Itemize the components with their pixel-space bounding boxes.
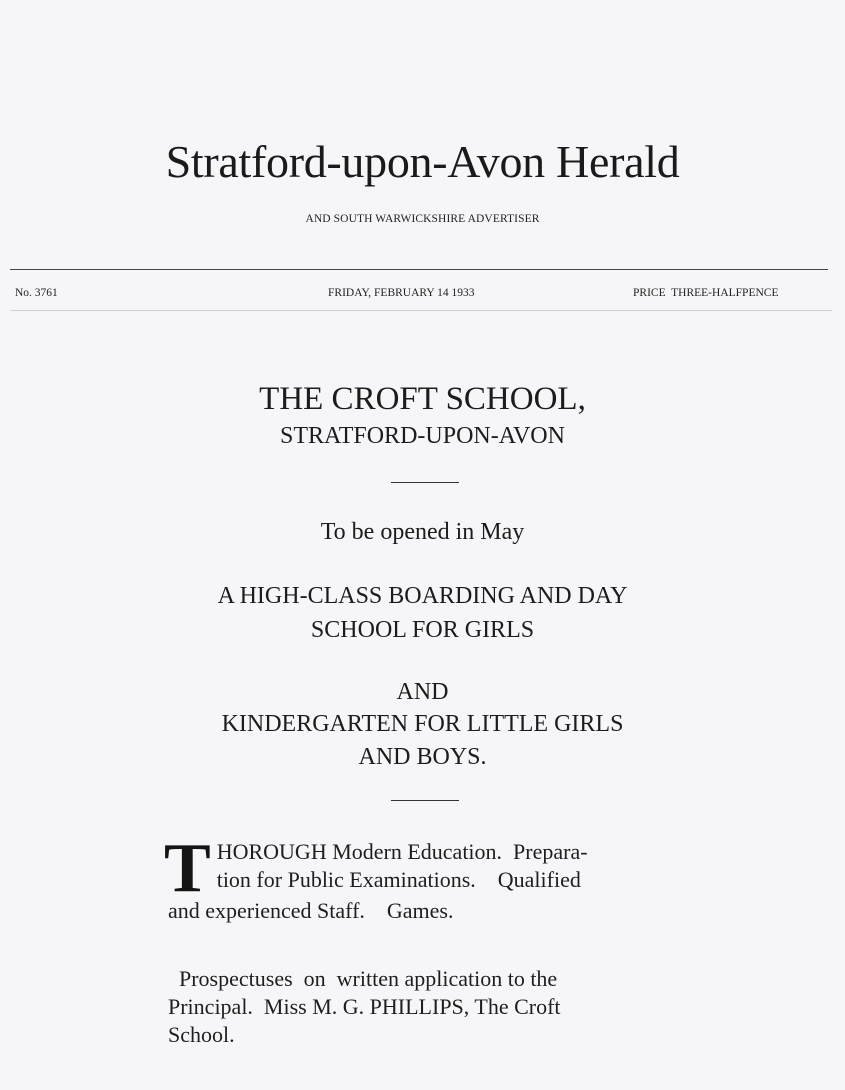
opening-notice: To be opened in May xyxy=(320,519,525,545)
contact-line: Principal. Miss M. G. PHILLIPS, The Croft xyxy=(168,994,561,1019)
masthead-rule-top xyxy=(10,269,828,270)
details-line: tion for Public Examinations. Qualified xyxy=(216,867,581,892)
kindergarten-line: KINDERGARTEN FOR LITTLE GIRLS xyxy=(221,711,624,737)
description-line: A HIGH-CLASS BOARDING AND DAY xyxy=(217,583,628,609)
masthead-title: Stratford-upon-Avon Herald xyxy=(165,136,680,187)
section-divider xyxy=(391,800,459,801)
description-line: SCHOOL FOR GIRLS xyxy=(310,617,535,643)
conjunction-line: AND xyxy=(396,679,449,705)
contact-line: Prospectuses on written application to the xyxy=(168,966,558,991)
drop-cap: T xyxy=(164,830,211,907)
masthead-subtitle: AND SOUTH WARWICKSHIRE ADVERTISER xyxy=(305,213,540,225)
advert-heading: THE CROFT SCHOOL, xyxy=(259,381,586,417)
issue-price: PRICE THREE-HALFPENCE xyxy=(633,287,779,299)
issue-date: FRIDAY, FEBRUARY 14 1933 xyxy=(328,287,475,299)
section-divider xyxy=(391,482,459,483)
details-line: and experienced Staff. Games. xyxy=(168,898,454,923)
contact-paragraph xyxy=(168,965,668,1049)
contact-line: School. xyxy=(168,1022,235,1047)
masthead-rule-bottom xyxy=(10,310,832,311)
advert-location: STRATFORD-UPON-AVON xyxy=(280,423,565,449)
details-paragraph xyxy=(164,830,668,925)
issue-number: No. 3761 xyxy=(15,287,58,299)
details-line: HOROUGH Modern Education. Prepara- xyxy=(216,839,588,864)
kindergarten-line: AND BOYS. xyxy=(358,744,487,770)
